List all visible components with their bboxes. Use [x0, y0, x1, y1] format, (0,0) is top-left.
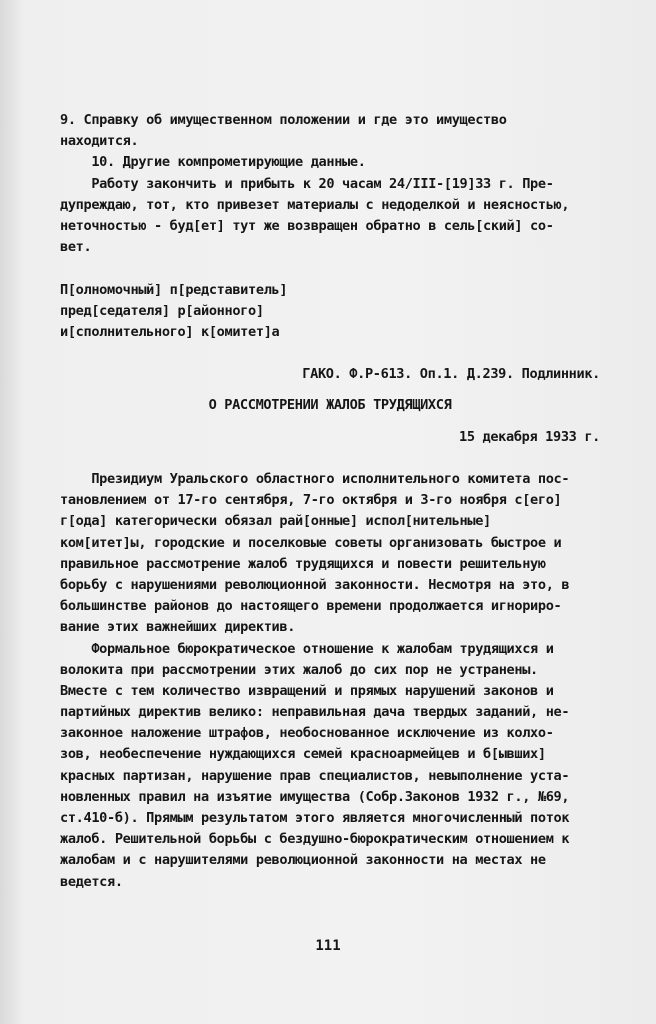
spacer — [60, 417, 600, 427]
text-line: дупреждаю, тот, кто привезет материалы с недоделкой и неясностью, — [60, 196, 570, 213]
body-line: Президиум Уральского областного исполнительного комитета пос- — [60, 471, 570, 487]
signature-line: и[сполнительного] к[омитет]а — [60, 323, 280, 340]
body-line: г[ода] категорически обязал рай[онные] испол[нительные] — [60, 513, 491, 530]
document-date: 15 декабря 1933 г. — [458, 428, 600, 445]
body-line: ком[итет]ы, городские и поселковые советы организовать быстрое и — [60, 534, 562, 551]
signature-line: пред[седателя] р[айонного] — [60, 302, 264, 319]
page-number: 111 — [315, 938, 341, 954]
spacer — [60, 343, 600, 364]
body-line: борьбу с нарушениями революционной законности. Несмотря на это, в — [60, 576, 570, 593]
text-line: находится. — [60, 133, 139, 150]
body-line: тановлением от 17-го сентября, 7-го октября и 3-го ноября с[его] — [60, 492, 562, 509]
spacer — [60, 448, 600, 469]
body-line: законное наложение штрафов, необоснованное исключение из колхо- — [60, 725, 554, 742]
body-line: Вместе с тем количество извращений и прямых нарушений законов и — [60, 682, 554, 699]
body-line: волокита при рассмотрении этих жалоб до сих пор не устранены. — [60, 661, 538, 678]
body-line: вание этих важнейших директив. — [60, 619, 296, 636]
text-line: неточностью - буд[ет] тут же возвращен обратно в сель[ский] со- — [60, 217, 554, 234]
body-line: жалоб. Решительной борьбы с бездушно-бюрократическим отношением к — [60, 831, 570, 848]
document-text — [60, 110, 600, 893]
spacer — [60, 385, 600, 395]
text-line: Работу закончить и прибыть к 20 часам 24/III-[19]33 г. Пре- — [60, 175, 554, 192]
body-line: красных партизан, нарушение прав специалистов, невыполнение уста- — [60, 767, 570, 784]
signature-line: П[олномочный] п[редставитель] — [60, 281, 288, 298]
text-line: 9. Справку об имущественном положении и где это имущество — [60, 112, 507, 128]
body-line: жалобам и с нарушителями революционной законности на местах не — [60, 852, 546, 869]
body-line: новленных правил на изъятие имущества (Собр.Законов 1932 г., №69, — [60, 788, 570, 805]
body-line: большинстве районов до настоящего времени продолжается игнориро- — [60, 598, 562, 615]
section-heading: О РАССМОТРЕНИИ ЖАЛОБ ТРУДЯЩИХСЯ — [208, 397, 452, 414]
body-line: правильное рассмотрение жалоб трудящихся и повести решительную — [60, 555, 546, 572]
body-line: партийных директив велико: неправильная дача твердых заданий, не- — [60, 704, 570, 721]
body-line: ведется. — [60, 873, 123, 890]
body-line: Формальное бюрократическое отношение к жалобам трудящихся и — [60, 640, 554, 657]
text-line: вет. — [60, 239, 92, 256]
text-line: 10. Другие компрометирующие данные. — [60, 154, 366, 171]
archive-reference: ГАКО. Ф.Р-613. Оп.1. Д.239. Подлинник. — [302, 366, 600, 383]
spacer — [60, 258, 600, 279]
body-line: ст.410-б). Прямым результатом этого является многочисленный поток — [60, 810, 570, 826]
body-line: зов, необеспечение нуждающихся семей красноармейцев и б[ывших] — [60, 746, 546, 763]
